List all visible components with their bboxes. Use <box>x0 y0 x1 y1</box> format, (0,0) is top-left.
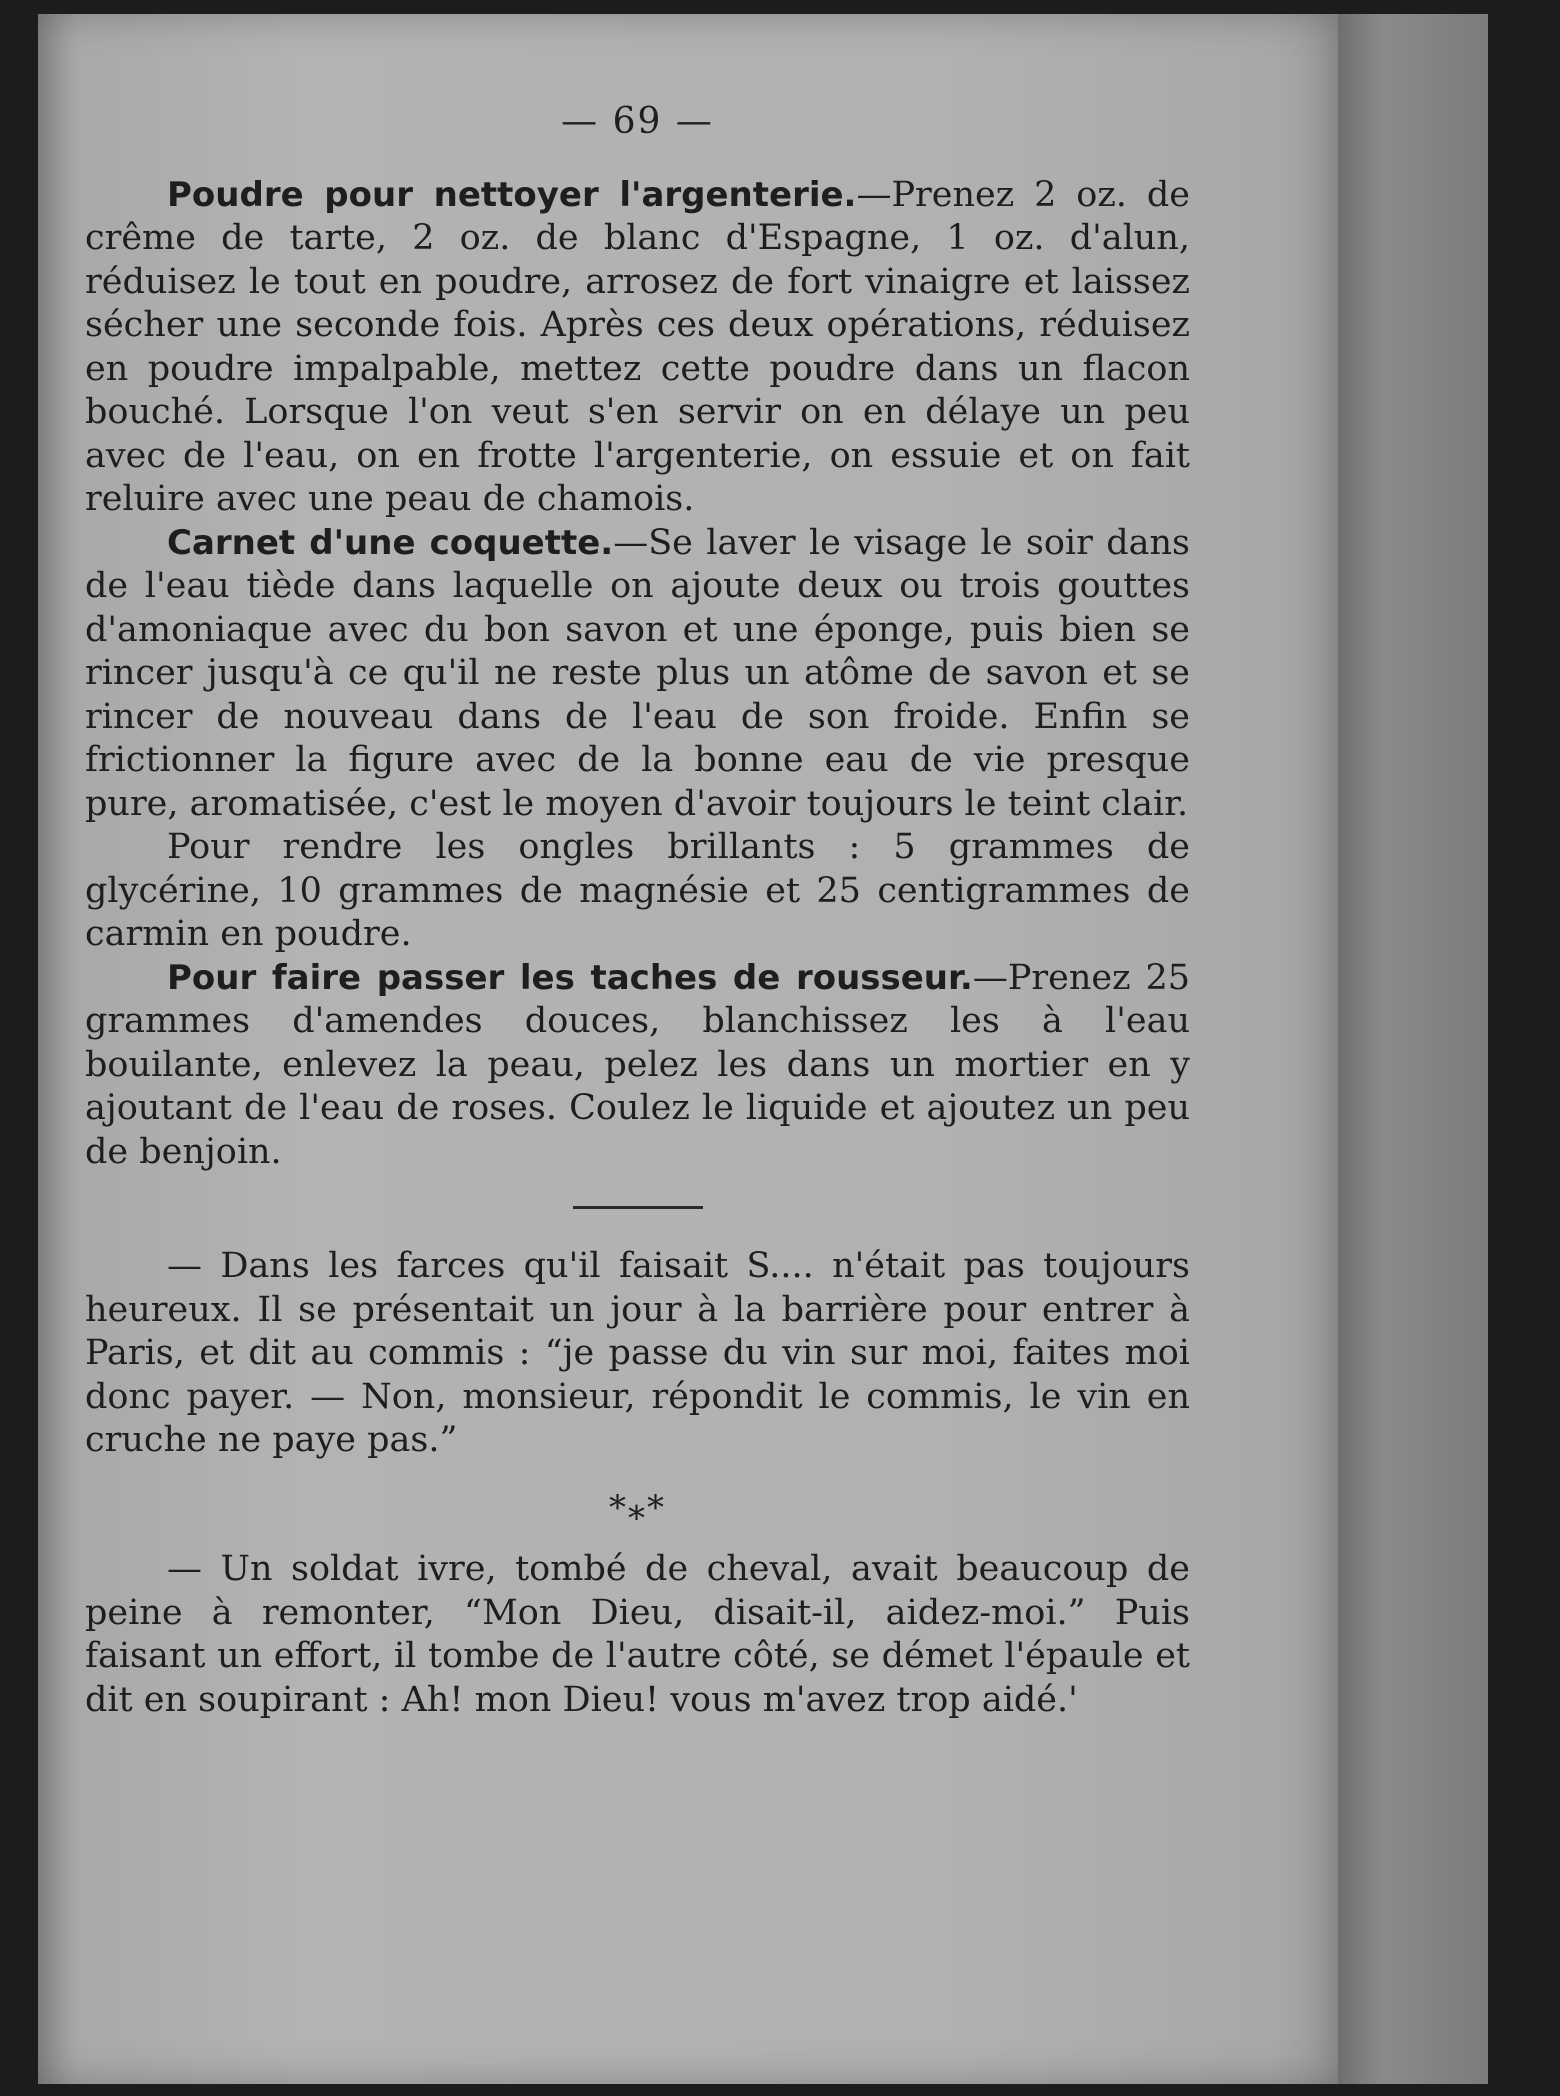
page-number: — 69 — <box>561 101 714 142</box>
anecdote-soldier: — Un soldat ivre, tombé de cheval, avait beaucoup de peine à remonter, “Mon Dieu, disait-il, aidez-moi.” Puis faisant un effort, il tombe de l'autre côté, se démet l'épaule et dit en soupirant : Ah! mon Dieu! vous m'avez trop aidé.' <box>85 1549 1190 1720</box>
recipe-nails: Pour rendre les ongles brillants : 5 grammes de glycérine, 10 grammes de magnésie et 25 centigrammes de carmin en poudre. <box>85 827 1190 954</box>
recipe-freckles-body: —Prenez 25 grammes d'amendes douces, blanchissez les à l'eau bouilante, enlevez la peau, pelez les dans un mortier en y ajoutant de l'eau de roses. Coulez le liquide et ajoutez un peu de benjoin. <box>85 957 1190 1172</box>
section-divider <box>573 1206 703 1209</box>
page-edge <box>1338 14 1488 2084</box>
recipe-coquette-title: Carnet d'une coquette. <box>167 522 614 563</box>
recipe-silver-polish-title: Poudre pour nettoyer l'argenterie. <box>167 174 857 215</box>
anecdote-wine: — Dans les farces qu'il faisait S.... n'était pas toujours heureux. Il se présentait un jour à la barrière pour entrer à Paris, et dit au commis : “je passe du vin sur moi, faites moi donc payer. — Non, monsieur, répondit le commis, le vin en cruche ne paye pas.” <box>85 1246 1190 1460</box>
recipe-coquette <box>85 522 1190 827</box>
recipe-freckles <box>85 957 1190 1175</box>
recipe-silver-polish-body: —Prenez 2 oz. de crême de tarte, 2 oz. de blanc d'Espagne, 1 oz. d'alun, réduisez le tout en poudre, arrosez de fort vinaigre et laissez sécher une seconde fois. Après ces deux opérations, réduisez en poudre impalpable, mettez cette poudre dans un flacon bouché. Lorsque l'on veut s'en servir on en délaye un peu avec de l'eau, on en frotte l'argenterie, on essuie et on fait reluire avec une peau de chamois. <box>85 174 1190 519</box>
recipe-freckles-title: Pour faire passer les taches de rousseur. <box>167 957 973 998</box>
asterism-separator: *⁎* <box>609 1487 666 1528</box>
recipe-coquette-body: —Se laver le visage le soir dans de l'eau tiède dans laquelle on ajoute deux ou trois gouttes d'amoniaque avec du bon savon et une éponge, puis bien se rincer jusqu'à ce qu'il ne reste plus un atôme de savon et se rincer de nouveau dans de l'eau de son froide. Enfin se frictionner la figure avec de la bonne eau de vie presque pure, aromatisée, c'est le moyen d'avoir toujours le teint clair. <box>85 522 1190 824</box>
recipe-silver-polish <box>85 174 1190 522</box>
page-text <box>85 100 1190 1722</box>
